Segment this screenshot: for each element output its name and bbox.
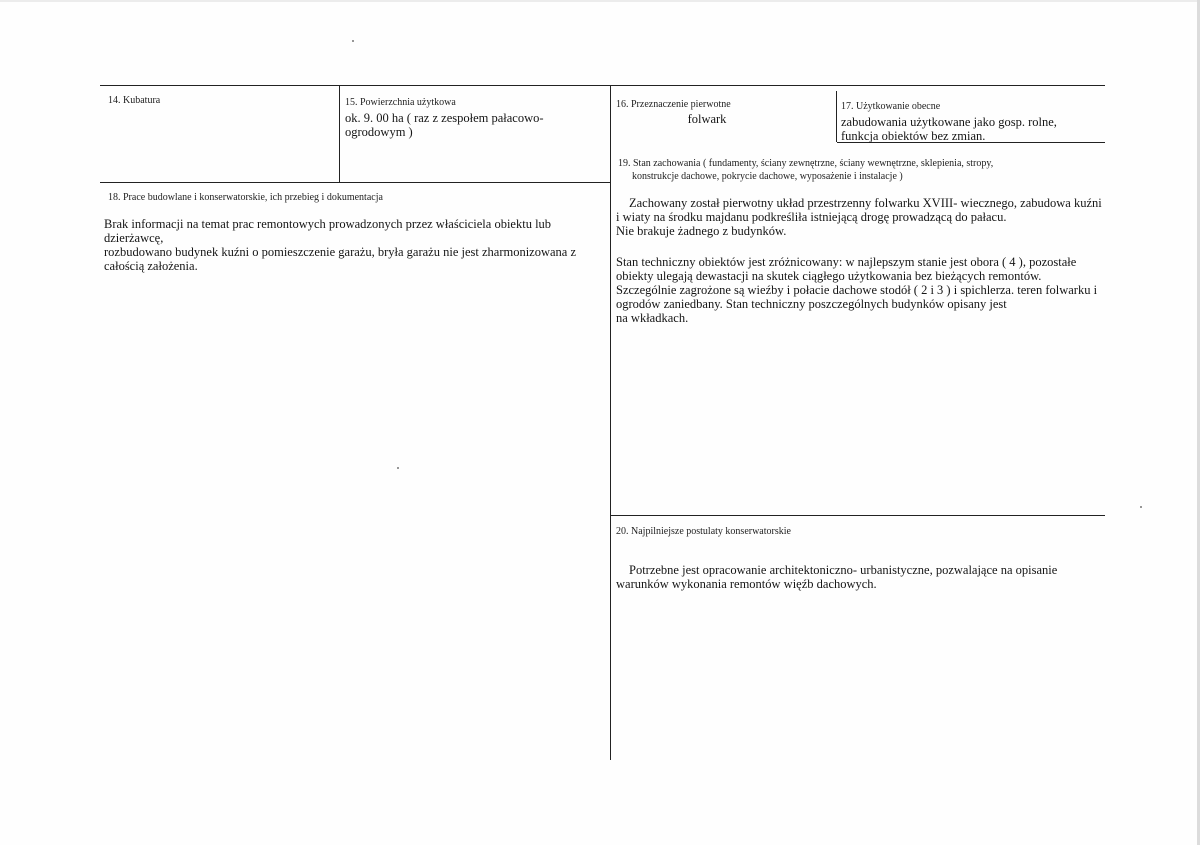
field-17-value [841, 115, 1103, 143]
rule-under-14-15 [100, 182, 610, 183]
field-18-value [104, 217, 604, 273]
scan-speck [1140, 506, 1142, 508]
field-20-line: warunków wykonania remontów więźb dachowych. [616, 577, 877, 591]
field-19-label-line: konstrukcje dachowe, pokrycie dachowe, wyposażenie i instalacje ) [632, 171, 903, 182]
field-17-label: 17. Użytkowanie obecne [841, 101, 941, 112]
top-rule [100, 85, 1105, 86]
field-19-line: obiekty ulegają dewastacji na skutek ciągłego użytkowania bez bieżących remontów. [616, 269, 1042, 283]
field-19-line: na wkładkach. [616, 311, 689, 325]
field-17-line: funkcja obiektów bez zmian. [841, 129, 986, 143]
field-19-line: Nie brakuje żadnego z budynków. [616, 224, 787, 238]
field-19-line: Szczególnie zagrożone są wieźby i połacie dachowe stodół ( 2 i 3 ) i spichlerza. teren folwarku i [616, 283, 1098, 297]
field-20-value [616, 563, 1102, 591]
field-14-label: 14. Kubatura [108, 95, 161, 106]
field-19-paragraph-2 [616, 255, 1102, 325]
center-divider [610, 85, 611, 760]
field-19-line: Stan techniczny obiektów jest zróżnicowany: w najlepszym stanie jest obora ( 4 ), pozostałe [616, 255, 1077, 269]
field-19-line: i wiaty na środku majdanu podkreśliła istniejącą drogę prowadzącą do pałacu. [616, 210, 1007, 224]
field-20-label: 20. Najpilniejsze postulaty konserwatorskie [616, 526, 791, 537]
field-18-line: Brak informacji na temat prac remontowych prowadzonych przez właściciela obiektu lub [104, 217, 552, 231]
divider-16-17 [836, 91, 837, 142]
field-15-line: ogrodowym ) [345, 125, 413, 139]
scan-edge-top [0, 0, 1200, 2]
divider-14-15 [339, 85, 340, 182]
rule-above-20 [610, 515, 1105, 516]
field-17-line: zabudowania użytkowane jako gosp. rolne, [841, 115, 1057, 129]
field-15-value [345, 111, 605, 139]
field-16-value: folwark [687, 112, 727, 126]
scan-speck [352, 40, 354, 42]
field-19-paragraph-1 [616, 196, 1102, 238]
field-16-label: 16. Przeznaczenie pierwotne [616, 99, 731, 110]
field-19-label-line: 19. Stan zachowania ( fundamenty, ściany zewnętrzne, ściany wewnętrzne, sklepienia, stropy, [618, 158, 994, 169]
field-19-line: Zachowany został pierwotny układ przestrzenny folwarku XVIII- wiecznego, zabudowa kuźni [629, 196, 1102, 210]
field-18-line: rozbudowano budynek kuźni o pomieszczenie garażu, bryła garażu nie jest zharmonizowana z [104, 245, 577, 259]
field-15-label: 15. Powierzchnia użytkowa [345, 97, 456, 108]
field-20-line: Potrzebne jest opracowanie architektoniczno- urbanistyczne, pozwalające na opisanie [629, 563, 1058, 577]
field-18-line: dzierżawcę, [104, 231, 164, 245]
field-15-line: ok. 9. 00 ha ( raz z zespołem pałacowo- [345, 111, 544, 125]
field-19-line: ogrodów zaniedbany. Stan techniczny poszczególnych budynków opisany jest [616, 297, 1007, 311]
field-18-label: 18. Prace budowlane i konserwatorskie, ich przebieg i dokumentacja [108, 192, 383, 203]
scan-speck [397, 467, 399, 469]
field-18-line: całością założenia. [104, 259, 198, 273]
